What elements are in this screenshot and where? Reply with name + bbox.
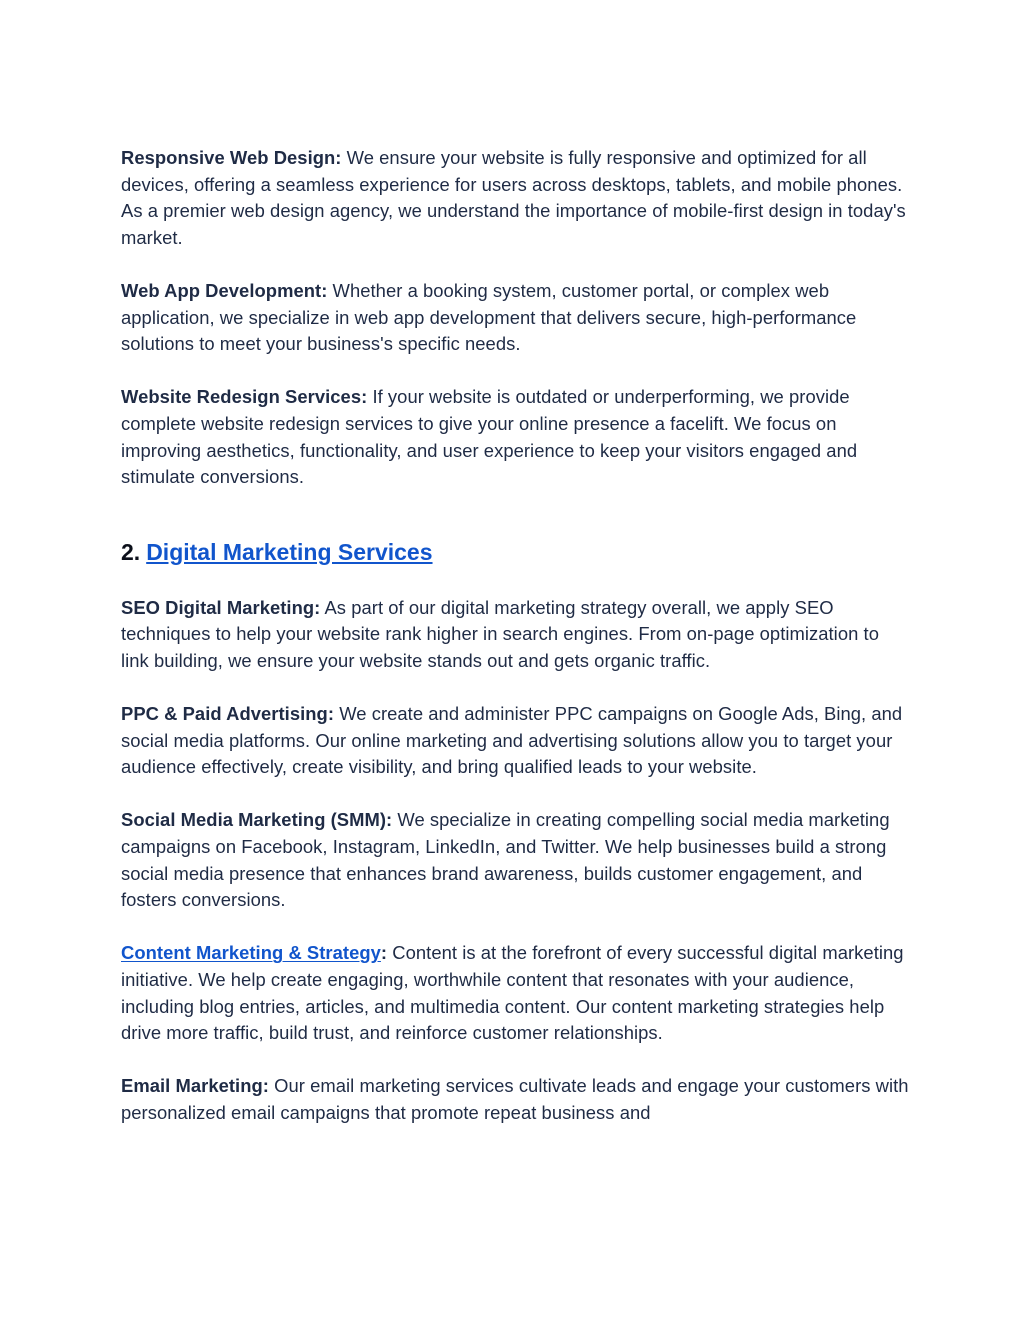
paragraph-text: We specialize in creating compelling social media marketing campaigns on Facebook, Instagram, LinkedIn, and Twitter. We help businesses build a strong social media presence that enhances brand awareness, builds customer engagement, and fosters conversions. — [121, 809, 890, 911]
paragraph-text: Content is at the forefront of every successful digital marketing initiative. We help create engaging, worthwhile content that resonates with your audience, including blog entries, articles, and multimedia content. Our content marketing strategies help drive more traffic, build trust, and reinforce customer relationships. — [121, 942, 904, 1044]
paragraph-text: Whether a booking system, customer portal, or complex web application, we specialize in web app development that delivers secure, high-performance solutions to meet your business's specific needs. — [121, 279, 857, 355]
paragraph-ppc-paid-advertising — [121, 701, 911, 781]
term-label: Responsive Web Design: — [121, 147, 342, 168]
paragraph-text: Our email marketing services cultivate leads and engage your customers with personalized email campaigns that promote repeat business and — [121, 1075, 909, 1123]
paragraph-website-redesign — [121, 384, 911, 490]
document-body — [121, 145, 911, 1127]
term-label: SEO Digital Marketing: — [121, 596, 321, 618]
paragraph-web-app-development — [121, 278, 911, 358]
paragraph-text: We ensure your website is fully responsive and optimized for all devices, offering a seamless experience for users across desktops, tablets, and mobile phones. As a premier web design agency, we understand the importance of mobile-first design in today's market. — [121, 147, 906, 248]
paragraph-responsive-web-design — [121, 145, 911, 251]
term-label: Web App Development: — [121, 279, 328, 301]
section-number: 2. — [121, 538, 141, 565]
paragraph-seo-digital-marketing — [121, 595, 911, 675]
paragraph-text: As part of our digital marketing strategy overall, we apply SEO techniques to help your website rank higher in search engines. From on-page optimization to link building, we ensure your website stands out and gets organic traffic. — [121, 596, 879, 671]
paragraph-email-marketing — [121, 1073, 911, 1126]
term-label: Social Media Marketing (SMM): — [121, 809, 393, 831]
paragraph-content-marketing — [121, 940, 911, 1046]
term-label: PPC & Paid Advertising: — [121, 703, 335, 725]
content-marketing-strategy-link[interactable]: Content Marketing & Strategy — [121, 942, 381, 964]
paragraph-text: We create and administer PPC campaigns on Google Ads, Bing, and social media platforms. Our online marketing and advertising solutions allow you to target your audience effectively, create visibility, and bring qualified leads to your website. — [121, 703, 903, 778]
term-label: Website Redesign Services: — [121, 386, 368, 408]
digital-marketing-services-link[interactable]: Digital Marketing Services — [146, 538, 433, 565]
paragraph-social-media-marketing — [121, 807, 911, 913]
term-colon: : — [380, 942, 388, 964]
term-label: Email Marketing: — [121, 1075, 269, 1097]
paragraph-text: If your website is outdated or underperforming, we provide complete website redesign services to give your online presence a facelift. We focus on improving aesthetics, functionality, and user experience to keep your visitors engaged and stimulate conversions. — [121, 386, 858, 488]
section-heading-digital-marketing — [121, 537, 911, 567]
